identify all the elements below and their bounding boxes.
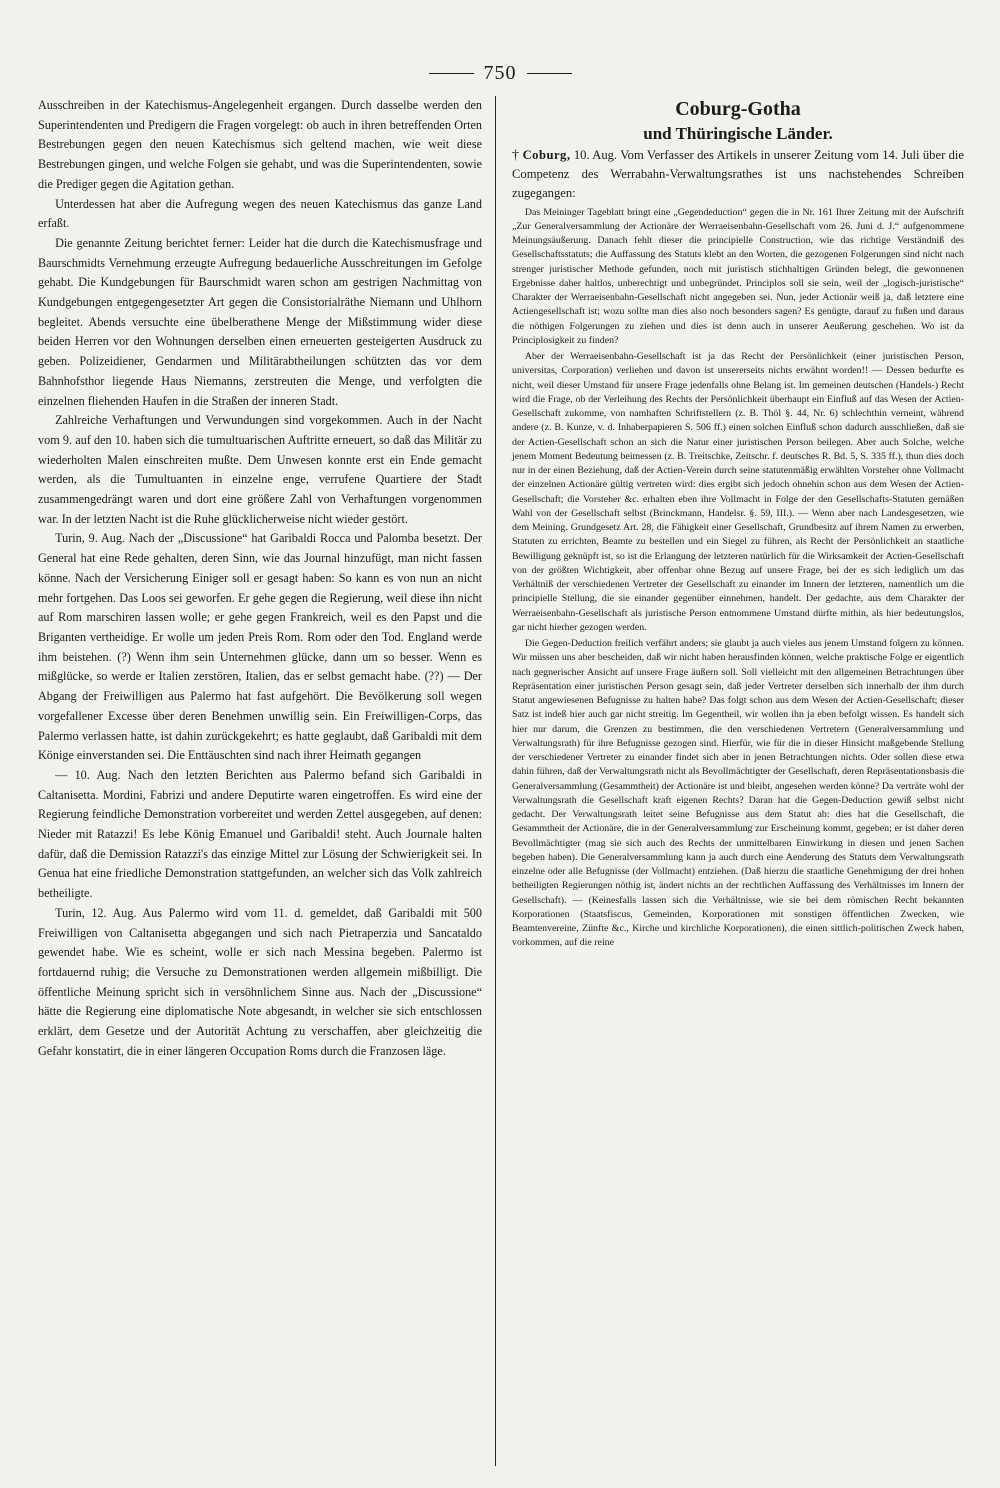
left-column — [38, 96, 482, 1061]
lead-text: 10. Aug. Vom Verfasser des Artikels in unserer Zeitung vom 14. Juli über die Competenz des Werrabahn-Verwaltungsrathes ist uns nachstehendes Schreiben zugegangen: — [512, 148, 964, 201]
header-rule-right — [527, 73, 572, 74]
article-paragraph: Die genannte Zeitung berichtet ferner: Leider hat die durch die Katechismusfrage und Baurschmidts Vernehmung erzeugte Aufregung bedauerliche Ausschreitungen im Gefolge gehabt. Die Kundgebungen für Baurschmidt waren schon am gestrigen Nachmittag von Kundgebungen entgegengesetzter Art gegen die Consistorialräthe Niemann und Uhlhorn begleitet. Abends versuchte eine übelberathene Menge der Mißstimmung wider diese beiden Herren vor den Wohnungen derselben einen erneuerten gesteigerten Ausdruck zu geben. Polizeidiener, Gendarmen und Militärabtheilungen schützten das vor dem Bahnhofsthor liegende Haus Niemanns, zerstreuten die Menge, und verfolgten die einzelnen fliehenden Haufen in die Straßen der inneren Stadt. — [38, 235, 482, 408]
article-paragraph: Turin, 9. Aug. Nach der „Discussione“ hat Garibaldi Rocca und Palomba besetzt. Der General hat eine Rede gehalten, deren Sinn, wie das Journal hinzufügt, man nicht fassen könne. Nach der Versicherung Einiger soll er gesagt haben: So kann es von nun an nicht mehr fortgehen. Das Loos sei geworfen. Er gehe gegen die Regierung, weil diese ihn nicht auf Rom marschiren lassen wolle; er gehe gegen Frankreich, weil es den Papst und die Briganten vertheidige. Er wolle um jeden Preis Rom. Rom oder den Tod. England werde ihm beistehen. (?) Wenn ihm sein Unternehmen glücke, dann um so besser. Wenn es mißglücke, so werde er Italien zerstören, Italien, das er selbst gemacht habe. (??) — Der Abgang der Freiwilligen aus Palermo hat fast aufgehört. Die Bevölkerung soll wegen vorgefallener Excesse über deren Benehmen unwillig sein. Ein Freiwilligen-Corps, das Palermo verlassen hatte, ist dahin zurückgekehrt; es hatte geglaubt, daß Garibaldi mit dem Könige einverstanden sei. Die Enttäuschten sind nach ihrer Heimath gegangen — [38, 531, 482, 763]
article-paragraph: Turin, 12. Aug. Aus Palermo wird vom 11. d. gemeldet, daß Garibaldi mit 500 Freiwilligen von Caltanisetta abgegangen und sich nach Pietraperzia und Sancataldo gewendet habe. Wie es scheint, wolle er sich nach Messina begeben. Palermo ist fortdauernd ruhig; die Versuche zu Demonstrationen werden allgemein mißbilligt. Die öffentliche Meinung spricht sich in versöhnlichem Sinne aus. Nach der „Discussione“ hätte die Regierung eine diplomatische Note abgesandt, in welcher sie sich entschlossen erklärt, dem Gesetze und der Autorität Achtung zu verschaffen, aber gleichzeitig die Gefahr konstatirt, die in einer längeren Occupation Roms durch die Franzosen läge. — [38, 905, 482, 1058]
dateline-place: Coburg, — [522, 148, 571, 162]
article-paragraph: Unterdessen hat aber die Aufregung wegen des neuen Katechismus das ganze Land erfaßt. — [38, 196, 482, 231]
quoted-paragraph: Aber der Werraeisenbahn-Gesellschaft ist ja das Recht der Persönlichkeit (einer juristischen Person, universitas, Corporation) verliehen und davon ist unsererseits nichts erwähnt worden!! — Dessen bedurfte es nicht, weil dieser Umstand für unsere Frage jedenfalls ohne Belang ist. Im gemeinen deutschen (Handels-) Recht wird die Frage, ob der Verleihung des Rechts der Persönlichkeit überhaupt ein Einfluß auf das Wesen der Actien-Gesellschaft zukomme, von namhaften Schriftstellern (z. B. Thöl §. 44, Nr. 6) schlechthin verneint, während andere (z. B. Kunze, v. d. Inhaberpapieren S. 506 ff.) einen solchen Einfluß schon dadurch ausschließen, daß sie der Actien-Gesellschaft schon an sich die Natur einer juristischen Person beilegen. Aber auch Solche, welche jenem Moment Bedeutung beimessen (z. B. Treitschke, Zeitschr. f. deutsches R. Bd. 5, S. 335 ff.), thun dies doch nur in der einen Beziehung, daß der Actien-Verein durch seine statutenmäßig erwählten Vorsteher ohne Vollmacht der einzelnen Actionäre gültig vertreten wird: dies ergibt sich jedoch ohnehin schon aus dem Wesen der Actien-Gesellschaft; die Vorsteher &c. erhalten eben ihre Vollmacht in Folge der den Gesellschafts-Statuten gemäßen Wahl von der Gesellschaft selbst (Brinckmann, Handelsr. §. 59, III.). — Wenn aber nach Landesgesetzen, wie dem Meining. Grundgesetz Art. 28, die Fähigkeit einer Gesellschaft, Grundbesitz auf ihrem Namen zu erwerben, Statuten zu errichten, Beamte zu bestellen und ein Siegel zu führen, als Recht der Persönlichkeit an staatliche Bewilligung geknüpft ist, so ist die Erlangung der letzteren natürlich für die Wirksamkeit der Actien-Gesellschaft von der größten Wichtigkeit, aber offenbar ohne Bezug auf unsere Frage, bei der es sich lediglich um das Verhältniß der verschiedenen Vertreter der Gesellschaft zu einander im Innern der letzteren, namentlich um die principielle Stellung, die sie einander gegenüber einnehmen, handelt. Der gedachte, aus dem Charakter der Werraeisenbahn-Gesellschaft als juristische Person entnommene Umstand dürfte mithin, als hier bedeutungslos, gar nicht hierher gezogen werden. — [512, 351, 964, 633]
section-title: Coburg-Gotha — [675, 98, 801, 120]
quoted-paragraph: Das Meininger Tageblatt bringt eine „Gegendeduction“ gegen die in Nr. 161 Ihrer Zeitung mit der Aufschrift „Zur Generalversammlung der Actionäre der Werraeisenbahn-Gesellschaft vom 26. Juni d. J.“ aufgenommene Meinungsäußerung. Danach fehlt dieser die principielle Construction, wie das richtige Verständniß des Gesellschaftsstatuts; die Auffassung des Statuts klebt an den Worten, die gezogenen Folgerungen sind nicht nach strenger juristischer Methode gefunden, noch mit juristisch stichhaltigen Gründen belegt, die gewonnenen Ergebnisse daher haltlos, unberechtigt und unbegründet. Principlos soll sie sein, weil der „logisch-juristische“ Charakter der Werraeisenbahn-Gesellschaft nicht angegeben sei. Nun, jeder Actionär weiß ja, daß letztere eine Actiengesellschaft ist; wozu sollte man dies also noch besonders sagen? Es genügte, darauf zu fußen und daraus die nöthigen Folgerungen zu ziehen und dies ist denn auch in unserer Aeußerung geschehen. Wo ist da Principlosigkeit zu finden? — [512, 206, 964, 346]
dagger-mark: † — [512, 148, 520, 163]
header-rule-left — [429, 73, 474, 74]
article-paragraph: Zahlreiche Verhaftungen und Verwundungen sind vorgekommen. Auch in der Nacht vom 9. auf den 10. haben sich die tumultuarischen Auftritte erneuert, so daß das Militär zu wiederholten Malen einschreiten mußte. Dem Unwesen konnte erst ein Ende gemacht werden, als die Tumultuanten in einzelne enge, verrufene Quartiere der Stadt zusammengedrängt waren und dort eine größere Zahl von Verhaftungen vorgenommen war. In der letzten Nacht ist die Ruhe glücklicherweise nicht wieder gestört. — [38, 413, 482, 526]
quoted-paragraph: Die Gegen-Deduction freilich verfährt anders; sie glaubt ja auch vieles aus jenem Umstand folgern zu können. Wir müssen uns aber bescheiden, daß wir nicht haben herausfinden können, welche praktische Folge er eigentlich nach gegnerischer Ansicht auf unsere Frage äußern soll. Soll vielleicht mit den allgemeinen Betrachtungen über Repräsentation einer juristischen Person gesagt sein, daß jeder Vertreter derselben sich innerhalb der ihm durch Statut angewiesenen Befugnisse zu halten habe? Das folgt schon aus dem Wesen der Actien-Gesellschaft; dieser Satz ist indeß hier auch gar nicht streitig. Im Gegentheil, wir wollen ihn ja eben befolgt wissen. Es handelt sich hier nur darum, die Grenzen zu bestimmen, die den verschiedenen Vertretern (Generalversammlung und Verwaltungsrath) für ihre Befugnisse gezogen sind. Hierfür, wie für die in dieser Hinsicht maßgebende Stellung der verschiedener Vertreter zu einander findet sich aber in jenen Betrachtungen nichts. Oder sollen diese etwa dahin führen, daß der Verwaltungsrath nicht als Bevollmächtigter der Gesellschaft, deren Repräsentationsbasis die Generalversammlung (Gesammtheit) der Actionäre ist und bleibt, angesehen werden könne? Da verträte wohl der Verwaltungsrath die Gesellschaft kraft eigenen Rechts? Daran hat die Gegen-Deduction gewiß selbst nicht gedacht. Der Verwaltungsrath leitet seine Befugnisse aus dem Statut ab: dies hat die Gesellschaft, die Gesammtheit der Actionäre, die in der Generalversammlung zur Erscheinung kommt, gegeben; er ist daher deren Bevollmächtigter (mag sie sich auch des Rechts der unmittelbaren Einwirkung in diesen und jenen Sachen begeben haben). Die Generalversammlung kann ja auch durch eine Aenderung des Statuts dem Verwaltungsrath einzelne oder alle Befugnisse (der Vollmacht) entziehen. (Daß hierzu die staatliche Genehmigung der drei hohen betheiligten Regierungen nöthig ist, ändert nichts an der rechtlichen Auffassung des Verhältnisses im Innern der Gesellschaft). — (Keinesfalls lassen sich die Verhältnisse, wie sie bei dem römischen Recht bekannten Korporationen (Staatsfiscus, Gemeinden, Korporationen mit sonstigen öffentlichen Zwecken, wie Beamtenvereine, Zünfte &c., Kirche und kirchliche Korporationen), die einen sittlich-politischen Zweck haben, vorkommen, auf die reine — [512, 638, 964, 949]
page-header — [0, 58, 1000, 88]
section-subtitle: und Thüringische Länder. — [643, 124, 833, 143]
column-divider — [495, 96, 496, 1466]
right-column — [512, 96, 964, 951]
lead-paragraph — [512, 146, 964, 204]
article-paragraph: — 10. Aug. Nach den letzten Berichten aus Palermo befand sich Garibaldi in Caltanisetta. Mordini, Fabrizi und andere Deputirte waren eingetroffen. Es wird eine der Regierung feindliche Demonstration vorbereitet und werden Zettel ausgegeben, auf denen: Nieder mit Ratazzi! Es lebe König Emanuel und Garibaldi! steht. Auch Journale halten dafür, daß die Demission Ratazzi's das einzige Mittel zur Lösung der Schwierigkeit sei. In Genua hat eine friedliche Demonstration stattgefunden, an welcher sich das Volk zahlreich betheiligte. — [38, 767, 482, 901]
page-number: 750 — [483, 61, 517, 84]
article-paragraph: Ausschreiben in der Katechismus-Angelegenheit ergangen. Durch dasselbe werden den Superintendenten und Predigern die Fragen vorgelegt: ob auch in ihren betreffenden Orten Bestrebungen gegen den neuen Katechismus sich geltend machen, wie weit diese Bestrebungen gingen, und welche Folgen sie gehabt, und was die Superintendenten, sowie die Prediger gegen die Agitation gethan. — [38, 98, 482, 191]
